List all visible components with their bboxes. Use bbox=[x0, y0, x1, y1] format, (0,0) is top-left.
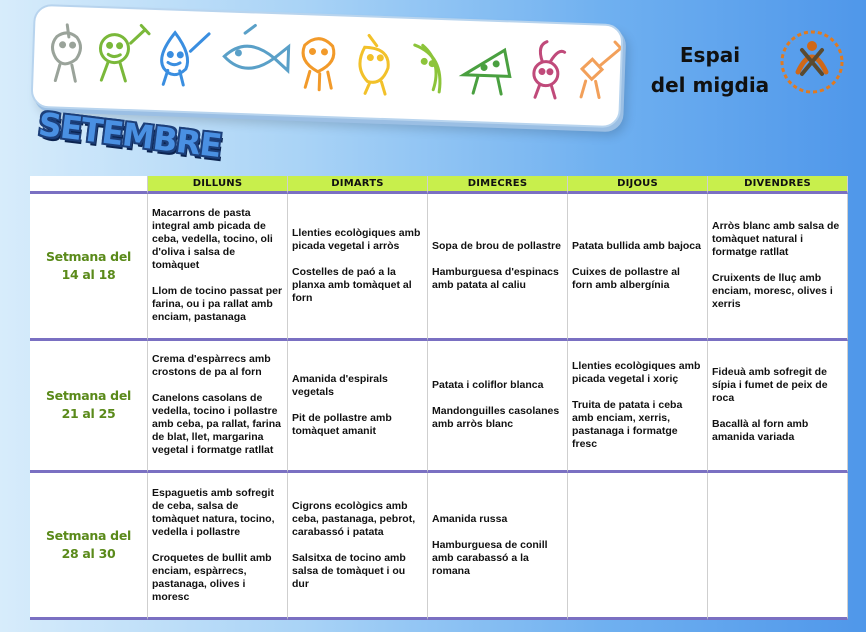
week-label-line-2: 28 al 30 bbox=[61, 546, 116, 562]
week-label-line-1: Setmana del bbox=[45, 248, 131, 264]
day-header-wednesday: DIMECRES bbox=[428, 176, 568, 194]
menu-cell-monday bbox=[148, 473, 288, 620]
menu-cell-thursday bbox=[568, 194, 708, 341]
day-header-row bbox=[30, 176, 848, 194]
dish-item: Pit de pollastre amb tomàquet amanit bbox=[292, 411, 392, 437]
squid-icon bbox=[302, 38, 335, 90]
week-label-line-2: 14 al 18 bbox=[61, 266, 116, 282]
menu-cell-wednesday bbox=[428, 341, 568, 473]
week-label-line-2: 21 al 25 bbox=[61, 406, 116, 422]
week-row bbox=[30, 341, 848, 473]
cheese-icon bbox=[463, 49, 511, 95]
menu-cell-tuesday bbox=[288, 341, 428, 473]
dish-item: Cruixents de lluç amb enciam, moresc, olives i xerris bbox=[712, 272, 833, 311]
school-logo-icon bbox=[776, 26, 848, 98]
dish-item: Patata bullida amb bajoca bbox=[572, 239, 701, 252]
week-label-line-1: Setmana del bbox=[45, 388, 131, 404]
fork-icon bbox=[581, 41, 624, 98]
dish-item: Truita de patata i ceba amb enciam, xerris, pastanaga i formatge fresc bbox=[572, 398, 683, 450]
dish-item: Salsitxa de tocino amb salsa de tomàquet i ou dur bbox=[292, 551, 406, 590]
week-label bbox=[30, 473, 148, 620]
dish-item: Cigrons ecològics amb ceba, pastanaga, pebrot, carabassó i patata bbox=[292, 499, 416, 538]
dish-item: Llenties ecològiques amb picada vegetal i xoriç bbox=[572, 359, 701, 385]
dish-item: Costelles de paó a la planxa amb tomàquet al forn bbox=[292, 265, 412, 304]
menu-cell-friday bbox=[708, 341, 848, 473]
menu-cell-monday bbox=[148, 341, 288, 473]
dish-item: Llom de tocino passat per farina, ou i pa rallat amb enciam, pastanaga bbox=[152, 285, 283, 324]
dish-item: Amanida russa bbox=[432, 512, 508, 525]
dish-item: Hamburguesa d'espinacs amb patata al caliu bbox=[432, 265, 559, 291]
corner-cell bbox=[30, 176, 148, 194]
menu-cell-friday bbox=[708, 194, 848, 341]
water-drop-icon bbox=[161, 32, 209, 86]
dish-item: Sopa de brou de pollastre bbox=[432, 239, 561, 252]
title-line-1: Espai bbox=[679, 43, 741, 67]
menu-cell-tuesday bbox=[288, 473, 428, 620]
dish-item: Arròs blanc amb salsa de tomàquet natural i formatge ratllat bbox=[712, 220, 840, 259]
week-label-line-1: Setmana del bbox=[45, 528, 131, 544]
menu-cell-tuesday bbox=[288, 194, 428, 341]
dish-item: Patata i coliflor blanca bbox=[432, 379, 544, 392]
beet-icon bbox=[533, 41, 565, 98]
dish-item: Croquetes de bullit amb enciam, espàrrecs, pastanaga, olives i moresc bbox=[152, 551, 272, 603]
weekly-menu-table bbox=[30, 176, 848, 620]
dish-item: Canelons casolans de vedella, tocino i pollastre amb ceba, pa rallat, farina de blat, llet, margarina vegetal i formatge ratllat bbox=[152, 392, 281, 457]
menu-cell-monday bbox=[148, 194, 288, 341]
month-heading: SETEMBRE bbox=[36, 104, 223, 166]
page-title bbox=[640, 40, 780, 100]
title-line-2: del migdia bbox=[650, 73, 770, 97]
menu-cell-thursday bbox=[568, 341, 708, 473]
week-row bbox=[30, 473, 848, 620]
dish-item: Cuixes de pollastre al forn amb albergínia bbox=[572, 265, 680, 291]
week-label bbox=[30, 194, 148, 341]
pear-face-icon bbox=[51, 24, 81, 81]
banner-illustration bbox=[32, 6, 623, 128]
menu-cell-friday bbox=[708, 473, 848, 620]
week-row bbox=[30, 194, 848, 341]
week-label bbox=[30, 341, 148, 473]
dish-item: Hamburguesa de conill amb carabassó a la romana bbox=[432, 538, 548, 577]
apple-character-icon bbox=[99, 24, 149, 82]
fish-icon bbox=[224, 24, 289, 70]
pepper-character-icon bbox=[359, 35, 389, 94]
dish-item: Crema d'espàrrecs amb crostons de pa al forn bbox=[152, 353, 271, 379]
dish-item: Espaguetis amb sofregit de ceba, salsa de tomàquet natura, tocino, vedella i pollastre bbox=[152, 486, 275, 538]
dish-item: Fideuà amb sofregit de sípia i fumet de peix de roca bbox=[712, 366, 828, 405]
dish-item: Bacallà al forn amb amanida variada bbox=[712, 418, 809, 444]
dish-item: Llenties ecològiques amb picada vegetal i arròs bbox=[292, 226, 421, 252]
day-header-monday: DILLUNS bbox=[148, 176, 288, 194]
day-header-tuesday: DIMARTS bbox=[288, 176, 428, 194]
menu-cell-wednesday bbox=[428, 194, 568, 341]
food-characters-banner bbox=[30, 4, 623, 129]
day-header-friday: DIVENDRES bbox=[708, 176, 848, 194]
menu-body bbox=[30, 194, 848, 620]
menu-cell-wednesday bbox=[428, 473, 568, 620]
dish-item: Amanida d'espirals vegetals bbox=[292, 372, 388, 398]
menu-cell-thursday bbox=[568, 473, 708, 620]
banana-icon bbox=[413, 45, 441, 92]
day-header-thursday: DIJOUS bbox=[568, 176, 708, 194]
dish-item: Macarrons de pasta integral amb picada de ceba, vedella, tocino, oli d'oliva i salsa de tomàquet bbox=[152, 207, 273, 272]
dish-item: Mandonguilles casolanes amb arròs blanc bbox=[432, 405, 560, 431]
